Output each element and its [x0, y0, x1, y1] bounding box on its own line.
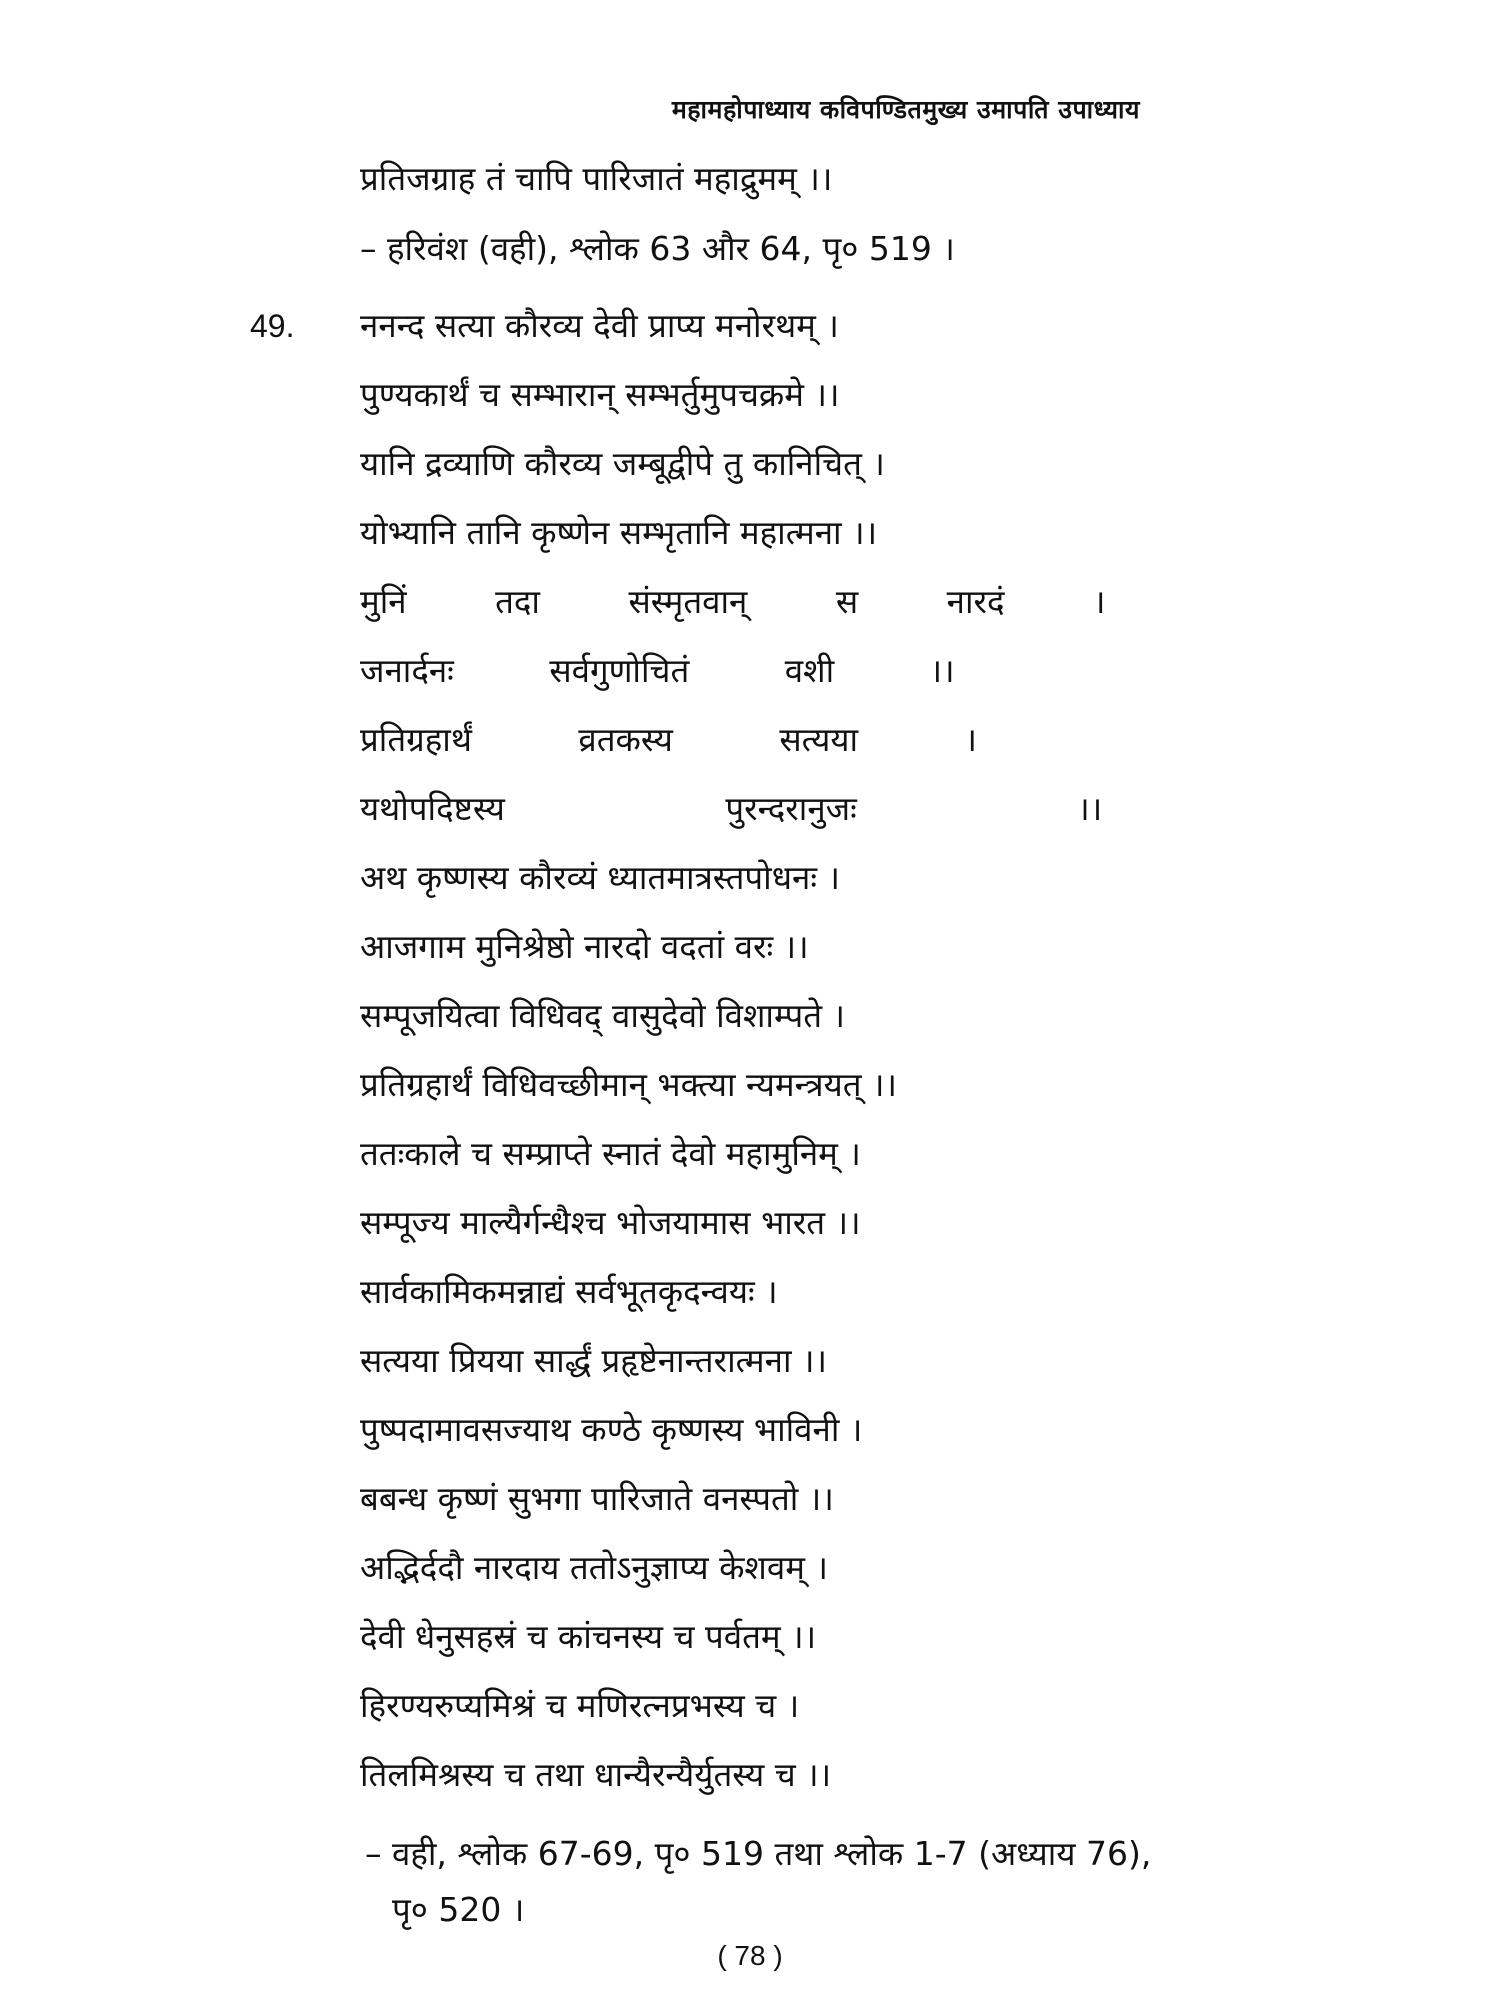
intro-verse-line: प्रतिजग्राह तं चापि पारिजातं महाद्रुमम् ।।	[360, 159, 833, 198]
verse-line: तिलमिश्रस्य च तथा धान्यैरन्यैर्युतस्य च ।।	[360, 1755, 832, 1794]
verse-line: जनार्दनः सर्वगुणोचितं वशी ।।	[360, 651, 955, 690]
verse-line: ननन्द सत्या कौरव्य देवी प्राप्य मनोरथम् ।	[360, 306, 839, 345]
verse-line: यानि द्रव्याणि कौरव्य जम्बूद्वीपे तु कानिचित् ।	[360, 444, 885, 483]
page-number: ( 78 )	[717, 1940, 783, 1971]
verse-line: प्रतिग्रहार्थं व्रतकस्य सत्यया ।	[360, 720, 978, 759]
verse-line: आजगाम मुनिश्रेष्ठो नारदो वदतां वरः ।।	[360, 927, 809, 966]
closing-citation-line-2: पृ० 520 ।	[392, 1890, 525, 1929]
verse-line: पुण्यकार्थं च सम्भारान् सम्भर्तुमुपचक्रमे ।।	[360, 375, 840, 414]
intro-citation-line: – हरिवंश (वही), श्लोक 63 और 64, पृ० 519 ।	[360, 229, 955, 268]
verse-line: सत्यया प्रियया सार्द्धं प्रहृष्टेनान्तरात्मना ।।	[360, 1341, 827, 1380]
closing-citation-line-1: – वही, श्लोक 67-69, पृ० 519 तथा श्लोक 1-7 (अध्याय 76),	[365, 1834, 1152, 1873]
verse-line: मुनिं तदा संस्मृतवान् स नारदं ।	[360, 582, 1106, 621]
verse-line: योभ्यानि तानि कृष्णेन सम्भृतानि महात्मना ।।	[360, 513, 878, 552]
verse-line: अद्भिर्ददौ नारदाय ततोऽनुज्ञाप्य केशवम् ।	[360, 1548, 828, 1587]
verse-line: सार्वकामिकमन्नाद्यं सर्वभूतकृदन्वयः ।	[360, 1272, 778, 1311]
running-header: महामहोपाध्याय कविपण्डितमुख्य उमापति उपाध्याय	[671, 95, 1140, 124]
verse-line: प्रतिग्रहार्थं विधिवच्छीमान् भक्त्या न्यमन्त्रयत् ।।	[360, 1065, 898, 1104]
verse-line: सम्पूज्य माल्यैर्गन्धैश्च भोजयामास भारत ।।	[360, 1203, 861, 1242]
verse-line: देवी धेनुसहस्रं च कांचनस्य च पर्वतम् ।।	[360, 1617, 817, 1656]
verse-line: यथोपदिष्टस्य पुरन्दरानुजः ।।	[360, 789, 1103, 828]
verse-line: बबन्ध कृष्णं सुभगा पारिजाते वनस्पतो ।।	[360, 1479, 834, 1518]
verse-line: हिरण्यरुप्यमिश्रं च मणिरत्नप्रभस्य च ।	[360, 1686, 800, 1725]
verse-line: अथ कृष्णस्य कौरव्यं ध्यातमात्रस्तपोधनः ।	[360, 858, 841, 897]
verse-line: ततःकाले च सम्प्राप्ते स्नातं देवो महामुनिम् ।	[360, 1134, 861, 1173]
verse-number: 49.	[250, 308, 295, 344]
verse-line: पुष्पदामावसज्याथ कण्ठे कृष्णस्य भाविनी ।	[360, 1410, 863, 1449]
verse-line: सम्पूजयित्वा विधिवद् वासुदेवो विशाम्पते ।	[360, 996, 846, 1035]
